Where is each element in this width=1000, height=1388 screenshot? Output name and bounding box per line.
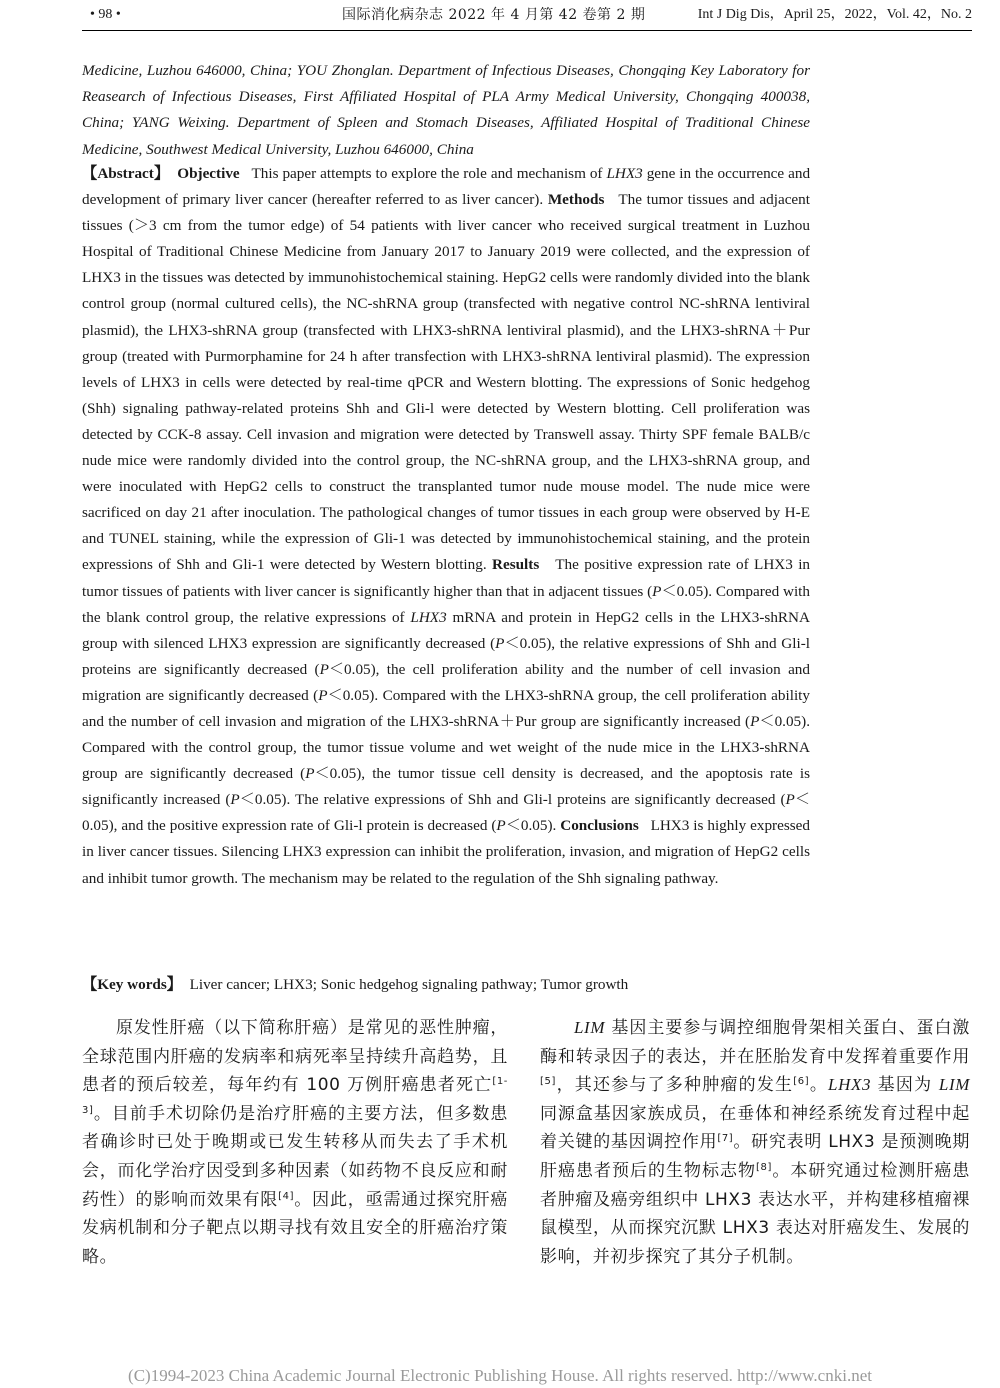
objective-text-2: gene in the occurrence and development of primary liver cancer (hereafter referred to as liver cancer). bbox=[82, 165, 811, 209]
objective-text: This paper attempts to explore the role and mechanism of bbox=[251, 165, 603, 182]
p-symbol: P bbox=[652, 582, 662, 600]
conclusions-heading: Conclusions bbox=[560, 817, 639, 835]
body-paragraph-1 bbox=[82, 1014, 508, 1271]
results-text: ＜0.05). Compared with the control group, the tumor tissue volume and wet weight of the nude mice in the LHX3-shRNA group are significantly decreased ( bbox=[82, 712, 810, 783]
results-text: The positive expression rate of LHX3 in tumor tissues of patients with liver cancer is significantly higher than that in adjacent tissues ( bbox=[82, 556, 811, 600]
citation[interactable]: [6] bbox=[793, 1076, 810, 1088]
methods-text: The tumor tissues and adjacent tissues (＞3 cm from the tumor edge) of 54 patients with liver cancer who received surgical treatment in Luzhou Hospital of Traditional Chinese Medicine from January 2017 to January 2019 were collected, and the expression of LHX3 in the tissues was detected by immunohistochemical staining. HepG2 cells were randomly divided into the blank control group (normal cultured cells), the NC-shRNA group (transfected with negative control NC-shRNA lentiviral plasmid), the LHX3-shRNA group (transfected with LHX3-shRNA lentiviral plasmid), and the LHX3-shRNA＋Pur group (treated with Purmorphamine for 24 h after transfection with LHX3-shRNA lentiviral plasmid). The expression levels of LHX3 in cells were detected by real-time qPCR and Western blotting. The expressions of Sonic hedgehog (Shh) signaling pathway-related proteins Shh and Gli-l were detected by Western blotting. Cell proliferation was detected by CCK-8 assay. Cell invasion and migration were detected by Transwell assay. Thirty SPF female BALB/c nude mice were randomly divided into the control group, the NC-shRNA group, and the LHX3-shRNA group, and were inoculated with HepG2 cells to construct the transplanted tumor nude mouse model. The nude mice were sacrificed on day 21 after inoculation. The pathological changes of tumor tissues in each group were observed by H-E and TUNEL staining, while the expression of Gli-1 was detected by immunohistochemical staining, and the protein expressions of Shh and Gli-1 were detected by Western blotting. bbox=[82, 191, 810, 574]
results-text: mRNA and protein in HepG2 cells in the LHX3-shRNA group with silenced LHX3 expression are significantly decreased ( bbox=[82, 608, 810, 652]
body-text: 原发性肝癌（以下简称肝癌）是常见的恶性肿瘤，全球范围内肝癌的发病率和病死率呈持续升高趋势，且患者的预后较差，每年约有 100 万例肝癌患者死亡 bbox=[82, 1018, 508, 1096]
keywords-label: 【Key words】 bbox=[82, 976, 182, 993]
body-text: 基因主要参与调控细胞骨架相关蛋白、蛋白激酶和转录因子的表达，并在胚胎发育中发挥着重要作用 bbox=[540, 1018, 970, 1067]
methods-heading: Methods bbox=[547, 191, 605, 209]
results-text: ＜0.05), the cell proliferation ability and the number of cell invasion and migration are significantly decreased ( bbox=[82, 660, 810, 704]
p-symbol: P bbox=[495, 634, 505, 652]
copyright-footer: (C)1994-2023 China Academic Journal Electronic Publishing House. All rights reserved. http://www.cnki.net bbox=[128, 1366, 872, 1385]
body-paragraph-2 bbox=[540, 1014, 970, 1271]
abstract-label: 【Abstract】 bbox=[82, 165, 170, 182]
results-text: ＜0.05), the relative expressions of Shh and Gli-l proteins are significantly decreased ( bbox=[82, 634, 810, 678]
journal-title-en: Int J Dig Dis，April 25，2022，Vol. 42，No. 2 bbox=[697, 7, 972, 22]
gene-name: LIM bbox=[938, 1075, 970, 1095]
keywords-text: Liver cancer; LHX3; Sonic hedgehog signaling pathway; Tumor growth bbox=[189, 976, 629, 993]
p-symbol: P bbox=[318, 686, 328, 704]
results-text: ＜0.05), and the positive expression rate of Gli-l protein is decreased ( bbox=[82, 791, 810, 835]
p-symbol: P bbox=[785, 791, 795, 809]
citation[interactable]: [4] bbox=[278, 1190, 295, 1202]
body-text: 基因为 bbox=[871, 1075, 939, 1096]
english-abstract bbox=[82, 161, 810, 892]
body-text: 。因此，亟需通过探究肝癌发病机制和分子靶点以期寻找有效且安全的肝癌治疗策略。 bbox=[82, 1189, 509, 1267]
p-symbol: P bbox=[230, 791, 240, 809]
results-text: ＜0.05). Compared with the LHX3-shRNA group, the cell proliferation ability and the number of cell invasion and migration of the LHX3-shRNA＋Pur group are significantly increased ( bbox=[82, 686, 810, 730]
p-symbol: P bbox=[750, 712, 760, 730]
citation[interactable]: [8] bbox=[756, 1161, 772, 1173]
p-symbol: P bbox=[496, 817, 506, 835]
p-symbol: P bbox=[319, 660, 329, 678]
running-header bbox=[82, 0, 972, 31]
citation[interactable]: [7] bbox=[717, 1133, 734, 1145]
results-text: ＜0.05). The relative expressions of Shh and Gli-l proteins are significantly decreased ( bbox=[239, 791, 786, 809]
body-text: 。 bbox=[809, 1075, 829, 1096]
gene-name: LHX3 bbox=[828, 1075, 872, 1095]
gene-name: LHX3 bbox=[606, 165, 643, 182]
body-text: 。目前手术切除仍是治疗肝癌的主要方法，但多数患者确诊时已处于晚期或已发生转移从而失去了手术机会，而化学治疗因受到多种因素（如药物不良反应和耐药性）的影响而效果有限 bbox=[82, 1103, 508, 1210]
body-column-left bbox=[82, 1014, 508, 1271]
conclusions-text: LHX3 is highly expressed in liver cancer tissues. Silencing LHX3 expression can inhibit the proliferation, invasion, and migration of HepG2 cells and inhibit tumor growth. The mechanism may be related to the regulation of the Shh signaling pathway. bbox=[82, 817, 811, 887]
body-text: 同源盒基因家族成员，在垂体和神经系统发育过程中起着关键的基因调控作用 bbox=[540, 1103, 970, 1153]
key-words bbox=[82, 972, 810, 998]
author-affiliations: Medicine, Luzhou 646000, China; YOU Zhonglan. Department of Infectious Diseases, Chongqing Key Laboratory for Reasearch of Infectious Diseases, First Affiliated Hospital of PLA Army Medical University, Chongqing 400038, China; YANG Weixing. Department of Spleen and Stomach Diseases, Affiliated Hospital of Traditional Chinese Medicine, Southwest Medical University, Luzhou 646000, China bbox=[82, 62, 810, 158]
results-text: ＜0.05). bbox=[505, 817, 557, 835]
results-heading: Results bbox=[491, 556, 540, 574]
gene-name: LIM bbox=[574, 1018, 606, 1037]
body-column-right bbox=[540, 1014, 970, 1271]
body-text: 。本研究通过检测肝癌患者肿瘤及癌旁组织中 LHX3 表达水平，并构建移植瘤裸鼠模型，从而探究沉默 LHX3 表达对肝癌发生、发展的影响，并初步探究了其分子机制。 bbox=[540, 1160, 970, 1267]
objective-heading: Objective bbox=[177, 165, 240, 182]
results-text: ＜0.05), the tumor tissue cell density is decreased, and the apoptosis rate is significantly increased ( bbox=[82, 765, 811, 809]
gene-name: LHX3 bbox=[410, 608, 447, 626]
p-symbol: P bbox=[305, 765, 315, 783]
journal-title-cn: 国际消化病杂志 2022 年 4 月第 42 卷第 2 期 bbox=[342, 7, 646, 23]
page-number: • 98 • bbox=[90, 7, 121, 22]
citation[interactable]: [1-3] bbox=[82, 1076, 508, 1116]
results-text: ＜0.05). Compared with the blank control group, the relative expressions of bbox=[82, 582, 810, 626]
body-text: ，其还参与了多种肿瘤的发生 bbox=[555, 1075, 794, 1096]
body-text: 。研究表明 LHX3 是预测晚期肝癌患者预后的生物标志物 bbox=[540, 1132, 971, 1181]
citation[interactable]: [5] bbox=[540, 1076, 556, 1088]
